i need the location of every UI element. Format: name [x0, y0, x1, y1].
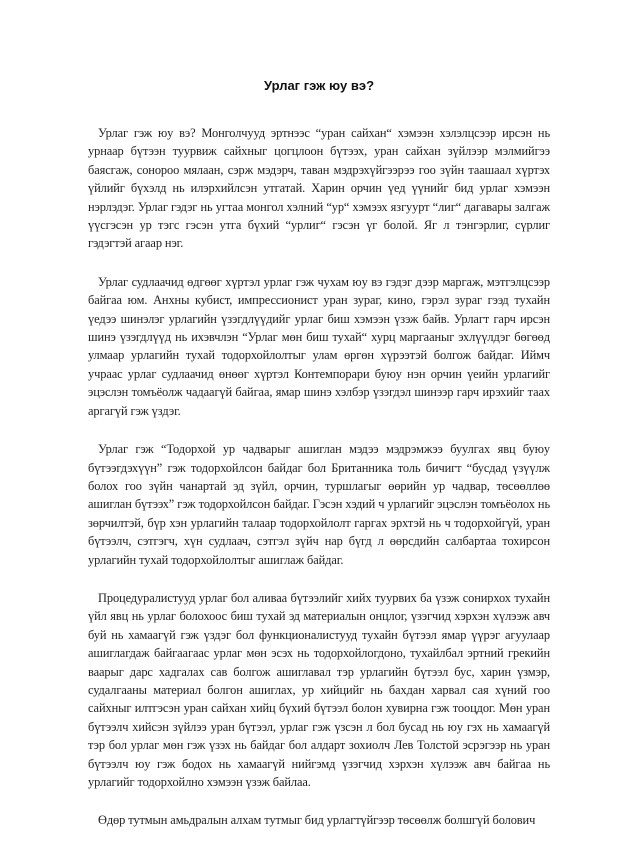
paragraph-3: Урлаг гэж “Тодорхой ур чадварыг ашиглан мэдээ мэдрэмжээ буулгах явц буюу бүтээгдэхүүн” гэж тодорхойлсон байдаг бол Британника толь бичигт “бусдад үзүүлж болох гоо зүйн чанартай эд зүйл, орчин, туршлагыг өөрийн ур чадвар, төсөөллөө ашиглан бүтээх” гэж тодорхойлсон байдаг. Гэсэн хэдий ч урлагийг эцэслэн томъёолох нь зөрчилтэй, бүр хэн урлагийн талаар тодорхойлолт гаргах эрхтэй нь ч тодорхойгүй, уран бүтээлч, сэтгэгч, хүн судлаач, сэтгэл зүйч нар бүгд л өөрсдийн салбартаа тохирсон урлагийн тухай тодорхойлолтыг ашиглаж байдаг. — [88, 442, 550, 567]
paragraph-4: Процедуралистууд урлаг бол аливаа бүтээлийг хийх туурвих ба үзэж сонирхох тухайн үйл явц нь урлаг болохоос биш тухай эд материалын онцлог, үзэгчид хэрхэн хүлээж авч буй нь хамаагүй гэж үздэг бол функционалистууд тухайн бүтээл ямар үүрэг агуулаар ашиглагдаж байгаагаас урлаг мөн эсэх нь тодорхойлогдоно, тухайлбал эртний грекийн ваарыг дарс хадгалах сав болгож ашиглавал тэр урлагийн бүтээл бус, харин үзмэр, судалгааны материал болгон ашиглах, ур хийцийг нь бахдан харвал сая хүний гоо сайхныг илтгэсэн уран сайхан хийц бүхий бүтээл болон хувирна гэж тооцдог. Мөн уран бүтээлч хийсэн зүйлээ уран бүтээл, урлаг гэж үзсэн л бол бусад нь юу гэх нь хамаагүй тэр бол урлаг мөн гэж үзэх нь байдаг бол алдарт зохиолч Лев Толстой эсрэгээр нь уран бүтээлч юу гэж бодох нь хамаагүй нийгэмд үзэгчид хэрхэн хүлээж авч байгаа нь урлагийг тодорхойлно хэмээн үзэж байлаа. — [88, 590, 550, 789]
paragraph-5: Өдөр тутмын амьдралын алхам тутмыг бид урлагтүйгээр төсөөлж болшгүй болович — [98, 813, 536, 828]
paragraph-1: Урлаг гэж юу вэ? Монголчууд эртнээс “уран сайхан“ хэмээн хэлэлцсээр ирсэн нь урнаар бүтээн туурвиж сайхныг цогцлоон бүтээх, уран сайхан зүйлээр мэлмийгээ баясгаж, сонороо мялаан, сэрж мэдэрч, таван мэдрэхүйгээрээ гоо зүйн таашаал хүртэх үйлийг бүхэлд нь илэрхийлсэн утгатай. Харин орчин үед үүнийг бид урлаг хэмээн нэрлэдэг. Урлаг гэдэг нь угтаа монгол хэлний “ур“ хэмээх язгуурт “лиг“ дагавары залгаж үүсгэсэн ур тэгс гэсэн утга бүхий “урлиг“ гэсэн үг болой. Яг л тэнгэрлиг, сүрлиг гэдэгтэй агаар нэг. — [88, 126, 550, 251]
document-title: Урлаг гэж юу вэ? — [263, 78, 375, 93]
paragraph-2: Урлаг судлаачид өдгөөг хүртэл урлаг гэж чухам юу вэ гэдэг дээр маргаж, мэтгэлцсээр байгаа юм. Анхны кубист, импрессионист уран зураг, кино, гэрэл зураг гээд тухайн үедээ шинэлэг урлагийн үзэгдлүүдийг урлаг биш хэмээн үзэж байв. Урлагт гарч ирсэн шинэ үзэгдлүүд нь ихэвчлэн “Урлаг мөн биш тухай“ хурц маргааныг эхлүүлдэг бөгөөд улмаар урлагийн тухай тодорхойлолтыг улам өргөн хүрээтэй болгож байдаг. Иймч учраас урлаг судлаачид өнөөг хүртэл Контемпорари буюу нэн орчин үеийн урлагийг эцэслэн томъёолж чадаагүй байгаа, ямар шинэ хэлбэр үзэгдэл шинээр гарч ирэхийг таах аргагүй гэж үздэг. — [88, 274, 550, 418]
document-body — [88, 124, 550, 850]
